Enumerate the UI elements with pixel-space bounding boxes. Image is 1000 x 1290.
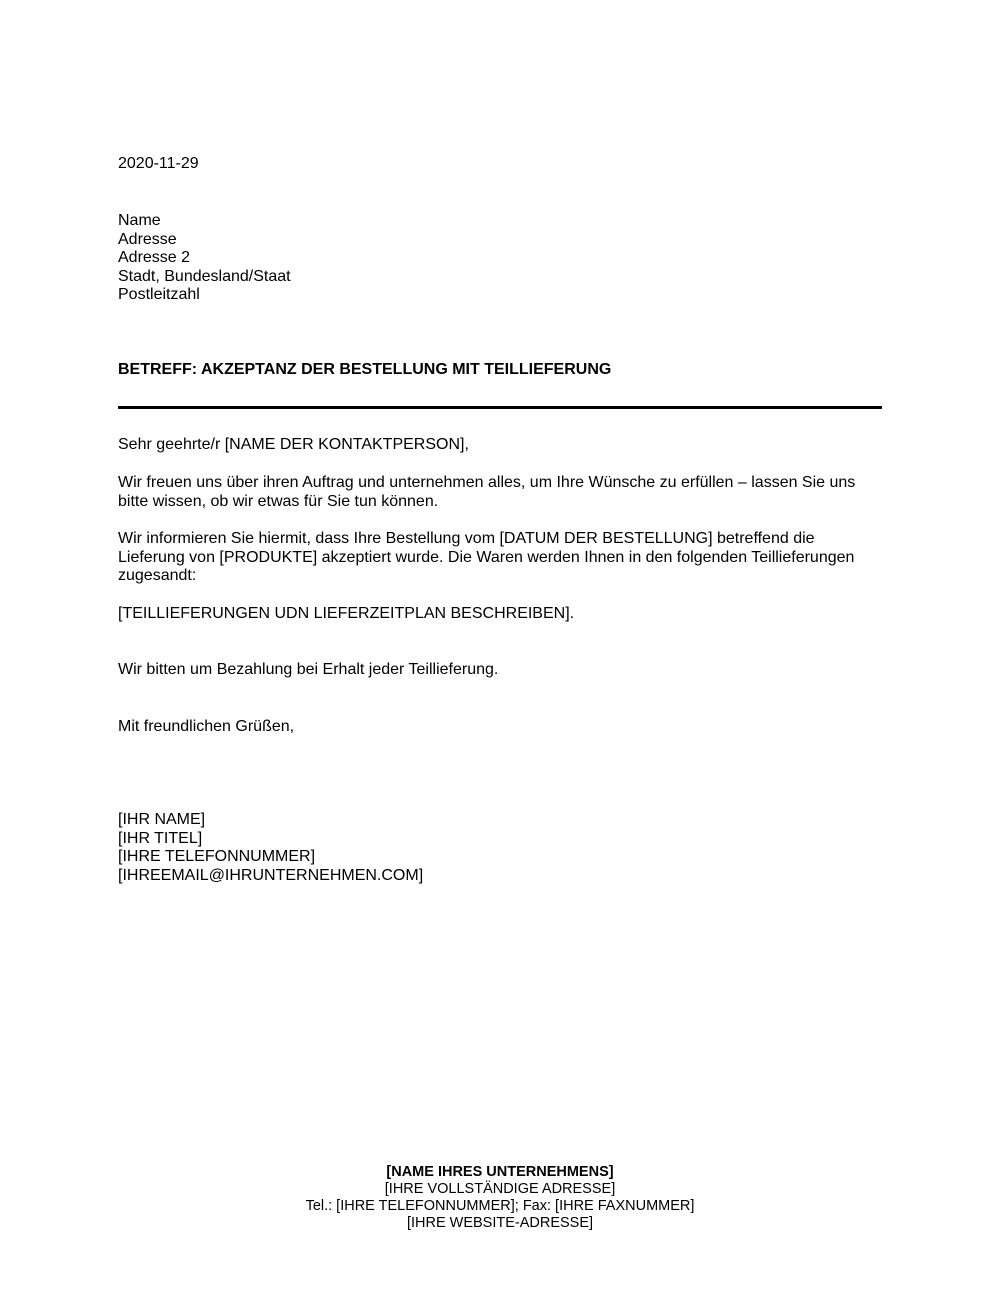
recipient-address-line-1: Adresse (118, 230, 177, 248)
subject-divider (118, 406, 882, 409)
letter-footer (0, 1164, 1000, 1232)
body-paragraph-3 (118, 605, 888, 624)
recipient-postal-code: Postleitzahl (118, 286, 200, 303)
signature-title: [IHR TITEL] (118, 829, 203, 847)
recipient-city-state: Stadt, Bundesland/Staat (118, 267, 291, 285)
salutation (118, 436, 888, 455)
signature-phone: [IHRE TELEFONNUMMER] (118, 848, 316, 865)
subject-line (118, 361, 888, 380)
subject-text: BETREFF: AKZEPTANZ DER BESTELLUNG MIT TEILLIEFERUNG (118, 361, 612, 378)
recipient-name: Name (118, 212, 161, 229)
paragraph-1-line-1: Wir freuen uns über ihren Auftrag und unternehmen alles, um Ihre Wünsche zu erfüllen – lassen Sie uns (118, 474, 856, 491)
footer-address: [IHRE VOLLSTÄNDIGE ADRESSE] (384, 1181, 616, 1197)
footer-website: [IHRE WEBSITE-ADRESSE] (406, 1215, 594, 1231)
date-text: 2020-11-29 (118, 155, 199, 172)
paragraph-4-text: Wir bitten um Bezahlung bei Erhalt jeder Teillieferung. (118, 661, 499, 678)
body-paragraph-2 (118, 530, 888, 586)
paragraph-1-line-2: bitte wissen, ob wir etwas für Sie tun können. (118, 492, 439, 510)
body-paragraph-4 (118, 661, 888, 680)
closing-text: Mit freundlichen Grüßen, (118, 718, 295, 735)
recipient-address-line-2: Adresse 2 (118, 249, 191, 266)
salutation-text: Sehr geehrte/r [NAME DER KONTAKTPERSON], (118, 436, 469, 453)
signature-name: [IHR NAME] (118, 811, 206, 828)
body-paragraph-1 (118, 474, 888, 511)
paragraph-2-line-1: Wir informieren Sie hiermit, dass Ihre Bestellung vom [DATUM DER BESTELLUNG] betreffend die (118, 530, 815, 547)
signature-block (118, 811, 888, 885)
letter-date (118, 155, 888, 174)
footer-contact: Tel.: [IHRE TELEFONNUMMER]; Fax: [IHRE FAXNUMMER] (305, 1198, 695, 1214)
closing (118, 718, 888, 737)
paragraph-2-line-2: Lieferung von [PRODUKTE] akzeptiert wurde. Die Waren werden Ihnen in den folgenden Teillieferungen (118, 548, 855, 566)
footer-company-name: [NAME IHRES UNTERNEHMENS] (386, 1164, 614, 1180)
paragraph-3-text: [TEILLIEFERUNGEN UDN LIEFERZEITPLAN BESCHREIBEN]. (118, 605, 575, 622)
recipient-address (118, 212, 888, 305)
signature-email: [IHREEMAIL@IHRUNTERNEHMEN.COM] (118, 866, 424, 884)
paragraph-2-line-3: zugesandt: (118, 567, 197, 584)
